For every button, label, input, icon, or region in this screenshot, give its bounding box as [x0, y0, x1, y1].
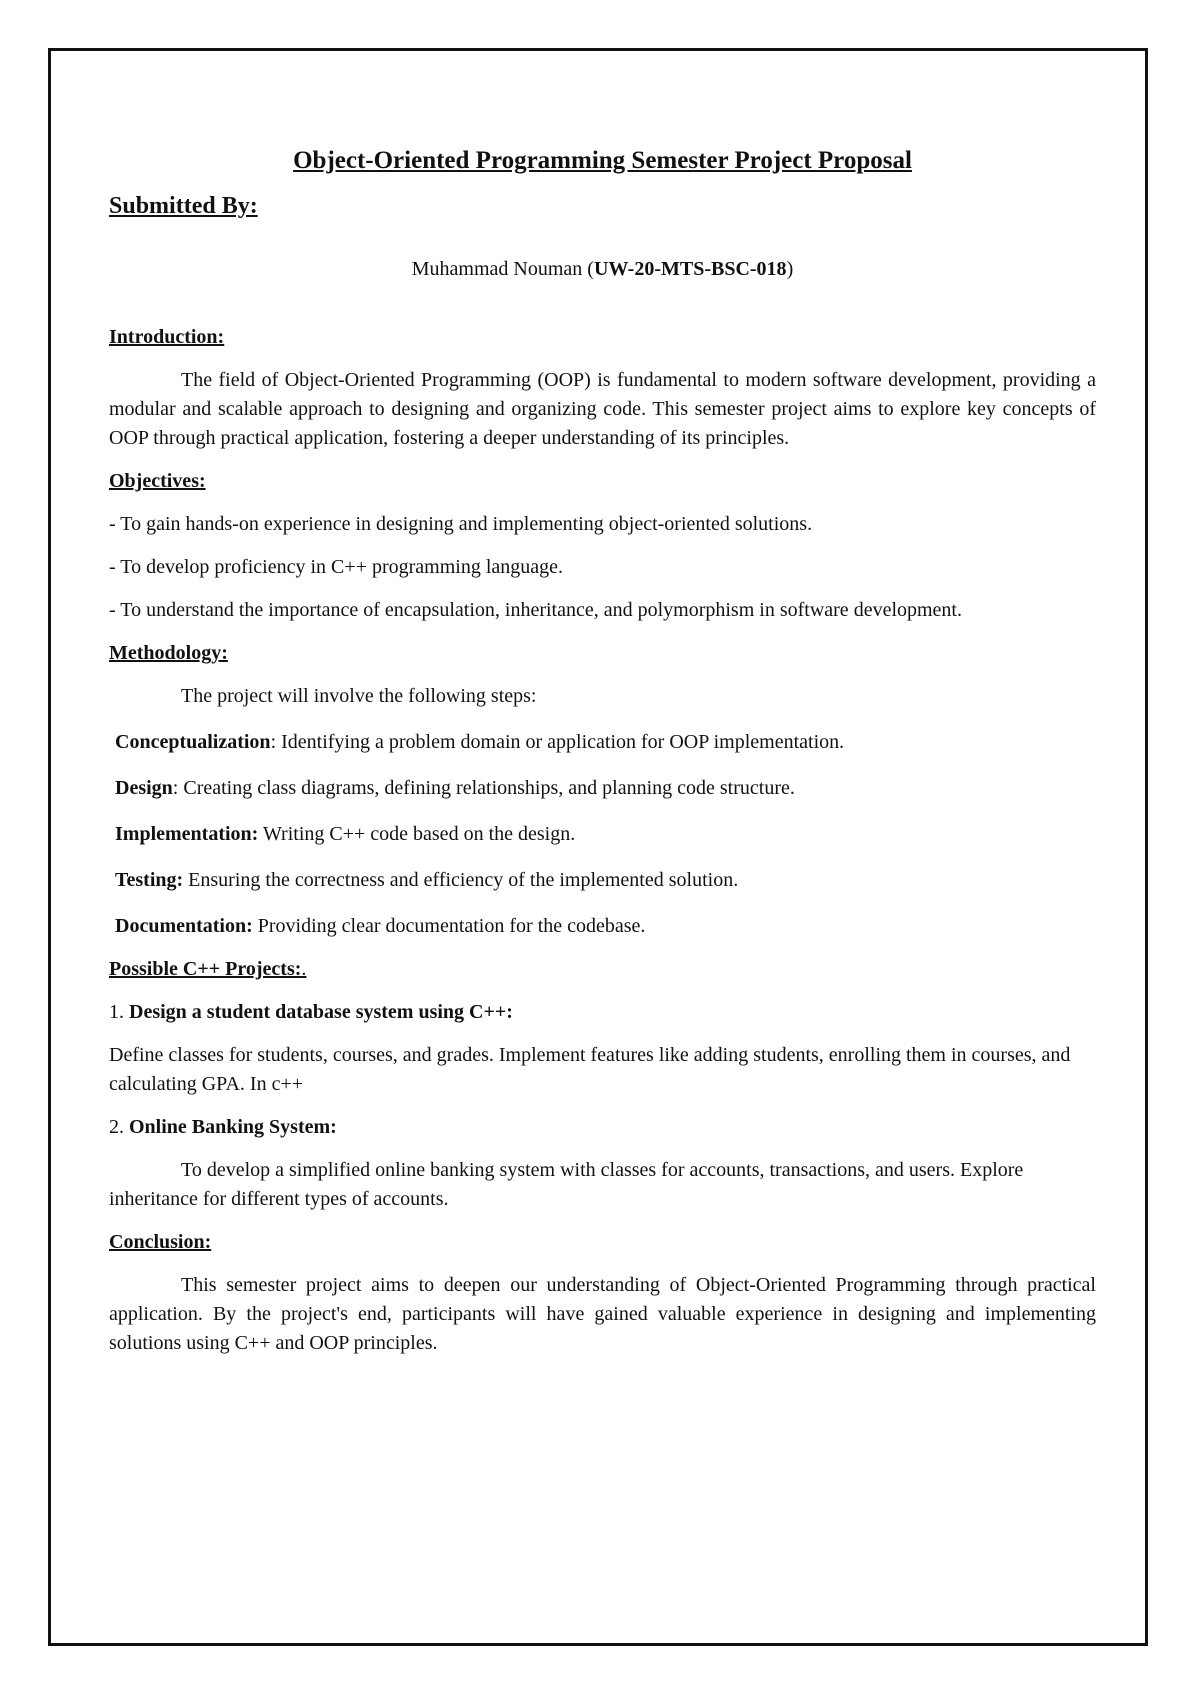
- step-text: Writing C++ code based on the design.: [258, 823, 576, 845]
- step-text: : Creating class diagrams, defining relationships, and planning code structure.: [172, 777, 795, 799]
- step-label: Testing:: [115, 869, 184, 891]
- step-text: : Identifying a problem domain or application for OOP implementation.: [270, 731, 845, 753]
- project-number: 2.: [109, 1116, 129, 1138]
- objective-item: - To develop proficiency in C++ programming language.: [109, 556, 564, 578]
- author-id-close: ): [786, 258, 794, 280]
- step-text: Ensuring the correctness and efficiency of the implemented solution.: [183, 869, 739, 891]
- project-title: [109, 1113, 1096, 1142]
- step-text: Providing clear documentation for the codebase.: [252, 915, 646, 937]
- step-label: Design: [115, 777, 173, 799]
- document-body: [109, 145, 1096, 1372]
- projects-heading: [109, 955, 1096, 984]
- author-id-open: (: [582, 258, 594, 280]
- methodology-step: [115, 728, 1096, 757]
- document-title: Object-Oriented Programming Semester Project Proposal: [293, 147, 912, 174]
- step-label: Conceptualization: [115, 731, 271, 753]
- project-title-text: Online Banking System:: [129, 1116, 337, 1138]
- objectives-heading: Objectives:: [109, 470, 206, 492]
- project-number: 1.: [109, 1001, 129, 1023]
- projects-heading-trail: .: [301, 958, 307, 980]
- introduction-text: The field of Object-Oriented Programming (OOP) is fundamental to modern software development, providing a modular and scalable approach to designing and organizing code. This semester project aims to explore key concepts of OOP through practical application, fostering a deeper understanding of its principles.: [109, 369, 1096, 449]
- methodology-step: [115, 820, 1096, 849]
- methodology-heading: Methodology:: [109, 642, 228, 664]
- conclusion-text: This semester project aims to deepen our understanding of Object-Oriented Programming through practical application. By the project's end, participants will have gained valuable experience in designing and implementing solutions using C++ and OOP principles.: [109, 1274, 1096, 1354]
- methodology-step: [115, 774, 1096, 803]
- author-name: Muhammad Nouman: [411, 258, 583, 280]
- submitted-by-heading: Submitted By:: [109, 193, 258, 219]
- objective-item: - To gain hands-on experience in designing and implementing object-oriented solutions.: [109, 513, 813, 535]
- objective-item: - To understand the importance of encapsulation, inheritance, and polymorphism in software development.: [109, 599, 962, 621]
- step-label: Documentation:: [115, 915, 253, 937]
- project-description: Define classes for students, courses, and grades. Implement features like adding students, enrolling them in courses, and calculating GPA. In c++: [109, 1044, 1071, 1095]
- step-label: Implementation:: [115, 823, 259, 845]
- methodology-step: [115, 912, 1096, 941]
- methodology-step: [115, 866, 1096, 895]
- conclusion-heading: Conclusion:: [109, 1231, 212, 1253]
- project-description: To develop a simplified online banking system with classes for accounts, transactions, and users. Explore inheritance for different types of accounts.: [109, 1159, 1024, 1210]
- project-title: [109, 998, 1096, 1027]
- project-title-text: Design a student database system using C++:: [129, 1001, 513, 1023]
- author-id: UW-20-MTS-BSC-018: [593, 258, 787, 280]
- methodology-intro: The project will involve the following steps:: [181, 685, 537, 707]
- author-line: [109, 255, 1096, 284]
- introduction-heading: Introduction:: [109, 326, 225, 348]
- projects-heading-text: Possible C++ Projects:: [109, 958, 302, 980]
